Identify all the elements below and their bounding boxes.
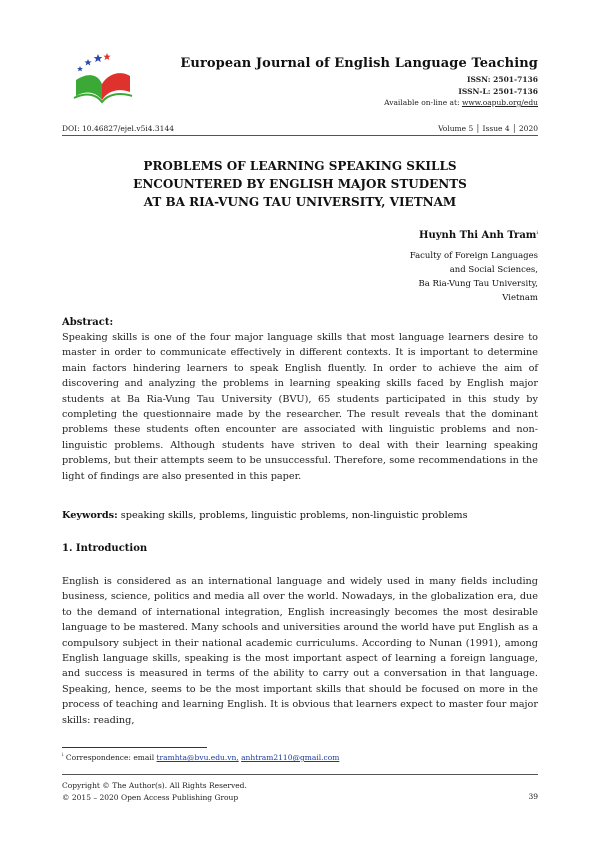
affiliation-line: Ba Ria-Vung Tau University,	[418, 279, 538, 289]
correspondence-footnote	[62, 753, 339, 762]
journal-url-link[interactable]: www.oapub.org/edu	[461, 98, 538, 107]
keywords	[62, 510, 468, 521]
journal-title: European Journal of English Language Teaching	[180, 56, 538, 71]
affiliation-line: Faculty of Foreign Languages	[409, 251, 538, 261]
star-icon	[84, 59, 91, 66]
affiliation-line: and Social Sciences,	[449, 265, 538, 275]
keywords-text: speaking skills, problems, linguistic problems, non-linguistic problems	[117, 510, 468, 521]
issn-l: ISSN-L: 2501-7136	[458, 87, 538, 96]
issn: ISSN: 2501-7136	[466, 75, 538, 84]
title-line: ENCOUNTERED BY ENGLISH MAJOR STUDENTS	[133, 177, 467, 191]
author-footnote-mark: i	[536, 230, 538, 236]
keywords-label: Keywords:	[62, 510, 118, 521]
author-name-text: Huynh Thi Anh Tram	[419, 230, 537, 241]
header-divider	[62, 135, 538, 136]
article-title	[62, 157, 538, 211]
email-link-bvu[interactable]: tramhta@bvu.edu.vn,	[156, 753, 239, 762]
footnote-mark: i	[62, 753, 64, 758]
page-number: 39	[528, 792, 538, 801]
star-icon	[94, 54, 103, 62]
abstract-text: Speaking skills is one of the four major language skills that most language learners desire to master in order to communicate effectively in different contexts. It is important to determine main factors hindering learners to speak English fluently. In order to achieve the aim of discovering and analyzing the problems in learning speaking skills faced by English major students at Ba Ria-Vung Tau University (BVU), 65 students participated in this study by completing the questionnaire made by the researcher. The result reveals that the dominant problems these students often encounter are associated with linguistic problems and non-linguistic problems. Although students have striven to deal with their learning speaking problems, but their attempts seem to be unsuccessful. Therefore, some recommendations in the light of findings are also presented in this paper.	[62, 332, 538, 482]
introduction-text: English is considered as an international language and widely used in many fields including business, science, politics and media all over the world. Nowadays, in the globalization era, due to the demand of international integration, English increasingly becomes the most desirable language to be mastered. Many schools and universities around the world have put English as a compulsory subject in their national academic curriculums. According to Nunan (1991), among English language skills, speaking is the most important aspect of learning a foreign language, and success is measured in terms of the ability to carry out a conversation in that language. Speaking, hence, seems to be the most important skills that should be focused on more in the process of teaching and learning English. It is obvious that learners expect to master four major skills: reading,	[62, 576, 538, 726]
star-icon	[103, 53, 110, 60]
copyright-line: Copyright © The Author(s). All Rights Reserved.	[62, 781, 247, 790]
footnote-divider	[62, 747, 207, 748]
copyright-block	[62, 780, 247, 804]
volume-issue: Volume 5 │ Issue 4 │ 2020	[438, 124, 538, 133]
title-line: PROBLEMS OF LEARNING SPEAKING SKILLS	[143, 159, 457, 173]
footnote-label: Correspondence: email	[65, 753, 157, 762]
title-line: AT BA RIA-VUNG TAU UNIVERSITY, VIETNAM	[143, 195, 457, 209]
book-page-right	[102, 73, 130, 100]
article-meta-line	[62, 124, 538, 133]
footer-divider	[62, 774, 538, 775]
author-affiliation	[410, 249, 538, 305]
journal-logo	[68, 50, 134, 108]
star-icon	[77, 66, 83, 71]
email-link-gmail[interactable]: anhtram2110@gmail.com	[241, 753, 340, 762]
section-heading-introduction: 1. Introduction	[62, 543, 148, 554]
abstract-heading: Abstract:	[62, 317, 114, 328]
author-name	[419, 230, 538, 241]
doi: DOI: 10.46827/ejel.v5i4.3144	[62, 124, 174, 133]
affiliation-line: Vietnam	[502, 293, 538, 303]
available-online	[384, 98, 538, 107]
publisher-line: © 2015 – 2020 Open Access Publishing Group	[62, 793, 239, 802]
available-prefix: Available on-line at:	[384, 98, 462, 107]
